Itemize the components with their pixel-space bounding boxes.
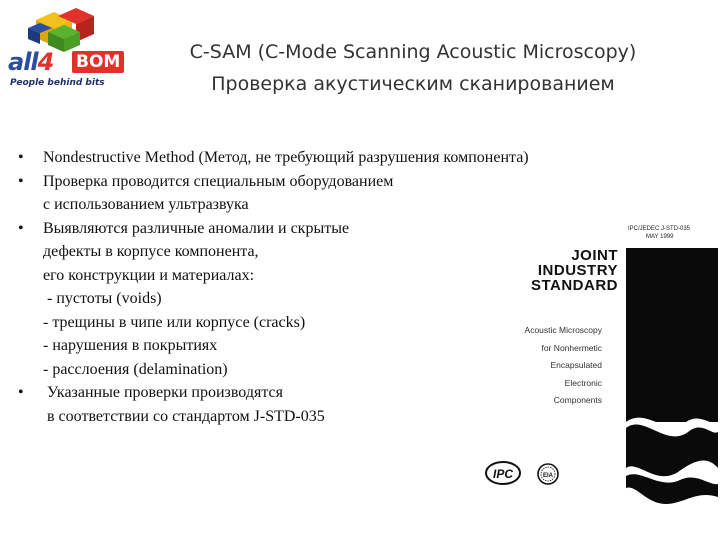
bullet-text: его конструкции и материалах:	[43, 266, 255, 284]
brand-bom: BOM	[72, 51, 124, 73]
desc-line: Components	[553, 395, 602, 405]
title-word: JOINT	[571, 247, 618, 264]
wave-stripe-graphic	[626, 222, 718, 540]
bullet-item	[18, 146, 718, 170]
title-word: STANDARD	[530, 277, 618, 294]
bullet-marker: •	[18, 219, 24, 237]
sub-item: - пустоты (voids)	[43, 290, 162, 307]
brand-all: all4	[8, 48, 54, 76]
bullet-marker: •	[18, 172, 24, 190]
standard-id	[628, 225, 690, 241]
sub-item: - расслоения (delamination)	[43, 360, 228, 378]
bullet-text: с использованием ультразвука	[43, 196, 249, 213]
bullet-text: дефекты в корпусе компонента,	[43, 243, 259, 260]
bullet-marker: •	[18, 149, 24, 166]
ipc-logo	[484, 460, 522, 486]
svg-text:EIA: EIA	[542, 473, 554, 479]
bullet-text: Указанные проверки производятся	[43, 384, 283, 401]
bullet-text: Выявляются различные аномалии и скрытые	[43, 219, 350, 237]
svg-text:IPC: IPC	[492, 467, 514, 481]
standard-date: MAY 1999	[646, 234, 674, 240]
standard-description	[525, 322, 602, 410]
bullet-text: Nondestructive Method (Метод, не требующий разрушения компонента)	[43, 149, 529, 166]
bullet-text: в соответствии со стандартом J-STD-035	[43, 407, 325, 425]
bullet-item	[18, 170, 718, 217]
title-word: INDUSTRY	[537, 262, 618, 279]
desc-line: Electronic	[564, 377, 602, 388]
brand-tagline: People behind bits	[10, 78, 105, 88]
title-line-2: Проверка акустическим сканированием	[211, 73, 615, 95]
bullet-text: Проверка проводится специальным оборудованием	[43, 172, 394, 190]
standard-number: IPC/JEDEC J-STD-035	[628, 226, 691, 232]
brand-wordmark	[6, 48, 128, 74]
cubes-graphic	[28, 6, 98, 52]
desc-line: Encapsulated	[550, 360, 602, 370]
joint-industry-standard-title	[531, 248, 618, 293]
sub-item: - нарушения в покрытиях	[43, 337, 218, 354]
sub-item: - трещины в чипе или корпусе (cracks)	[43, 313, 306, 331]
desc-line: for Nonhermetic	[541, 342, 602, 353]
company-logo	[6, 4, 126, 94]
standard-cover	[490, 220, 620, 520]
slide-title	[128, 36, 698, 100]
desc-line: Acoustic Microscopy	[524, 325, 602, 335]
title-line-1: C-SAM (C-Mode Scanning Acoustic Microscopy)	[189, 41, 637, 63]
eia-logo	[536, 462, 560, 486]
bullet-marker: •	[18, 384, 24, 401]
